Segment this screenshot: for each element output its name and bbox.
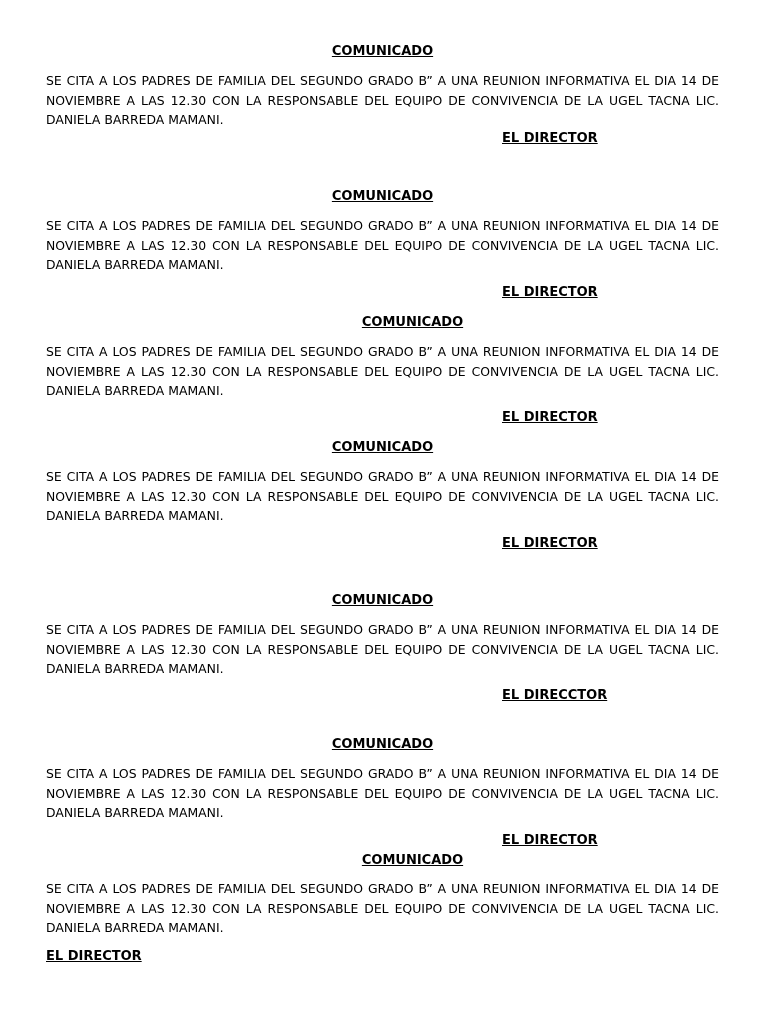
notice-signature: EL DIRECTOR bbox=[502, 536, 598, 551]
notice-title: COMUNICADO bbox=[331, 737, 434, 752]
notice-signature: EL DIRECTOR bbox=[502, 131, 598, 146]
notice-signature: EL DIRECTOR bbox=[46, 949, 142, 964]
notice-body: SE CITA A LOS PADRES DE FAMILIA DEL SEGUNDO GRADO B” A UNA REUNION INFORMATIVA EL DIA 14 DE NOVIEMBRE A LAS 12.30 CON LA RESPONSABLE DEL EQUIPO DE CONVIVENCIA DE LA UGEL TACNA LIC. DANIELA BARREDA MAMANI. bbox=[46, 344, 719, 398]
notice-body: SE CITA A LOS PADRES DE FAMILIA DEL SEGUNDO GRADO B” A UNA REUNION INFORMATIVA EL DIA 14 DE NOVIEMBRE A LAS 12.30 CON LA RESPONSABLE DEL EQUIPO DE CONVIVENCIA DE LA UGEL TACNA LIC. DANIELA BARREDA MAMANI. bbox=[46, 218, 719, 272]
notice-signature: EL DIRECTOR bbox=[502, 833, 598, 848]
notice-signature: EL DIRECCTOR bbox=[502, 688, 608, 703]
notice-body: SE CITA A LOS PADRES DE FAMILIA DEL SEGUNDO GRADO B” A UNA REUNION INFORMATIVA EL DIA 14 DE NOVIEMBRE A LAS 12.30 CON LA RESPONSABLE DEL EQUIPO DE CONVIVENCIA DE LA UGEL TACNA LIC. DANIELA BARREDA MAMANI. bbox=[46, 469, 719, 523]
notice-title: COMUNICADO bbox=[361, 315, 464, 330]
notice-signature: EL DIRECTOR bbox=[502, 285, 598, 300]
notice-title: COMUNICADO bbox=[331, 189, 434, 204]
notice-signature: EL DIRECTOR bbox=[502, 410, 598, 425]
notice-body: SE CITA A LOS PADRES DE FAMILIA DEL SEGUNDO GRADO B” A UNA REUNION INFORMATIVA EL DIA 14 DE NOVIEMBRE A LAS 12.30 CON LA RESPONSABLE DEL EQUIPO DE CONVIVENCIA DE LA UGEL TACNA LIC. DANIELA BARREDA MAMANI. bbox=[46, 766, 719, 820]
notice-title: COMUNICADO bbox=[331, 593, 434, 608]
notice-title: COMUNICADO bbox=[361, 853, 464, 868]
notice-body: SE CITA A LOS PADRES DE FAMILIA DEL SEGUNDO GRADO B” A UNA REUNION INFORMATIVA EL DIA 14 DE NOVIEMBRE A LAS 12.30 CON LA RESPONSABLE DEL EQUIPO DE CONVIVENCIA DE LA UGEL TACNA LIC. DANIELA BARREDA MAMANI. bbox=[46, 881, 719, 935]
notice-title: COMUNICADO bbox=[331, 440, 434, 455]
notice-body: SE CITA A LOS PADRES DE FAMILIA DEL SEGUNDO GRADO B” A UNA REUNION INFORMATIVA EL DIA 14 DE NOVIEMBRE A LAS 12.30 CON LA RESPONSABLE DEL EQUIPO DE CONVIVENCIA DE LA UGEL TACNA LIC. DANIELA BARREDA MAMANI. bbox=[46, 622, 719, 676]
notice-body: SE CITA A LOS PADRES DE FAMILIA DEL SEGUNDO GRADO B” A UNA REUNION INFORMATIVA EL DIA 14 DE NOVIEMBRE A LAS 12.30 CON LA RESPONSABLE DEL EQUIPO DE CONVIVENCIA DE LA UGEL TACNA LIC. DANIELA BARREDA MAMANI. bbox=[46, 73, 719, 127]
notice-title: COMUNICADO bbox=[331, 44, 434, 59]
